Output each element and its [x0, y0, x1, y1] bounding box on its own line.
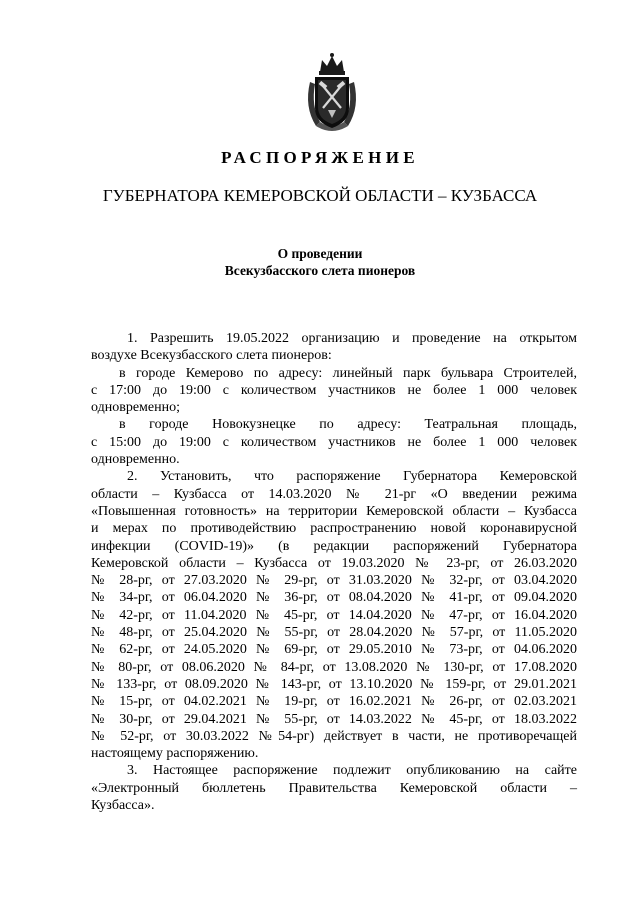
paragraph-3	[91, 762, 577, 814]
text-line: Кузбасса».	[91, 798, 155, 814]
text-line: области – Кузбасса от 14.03.2020 № 21-рг «О введении режима	[91, 486, 577, 502]
text-line: и мерах по противодействию распространению новой коронавирусной	[91, 521, 577, 537]
text-line: № 42-рг, от 11.04.2020 № 45-рг, от 14.04.2020 № 47-рг, от 16.04.2020	[91, 607, 577, 623]
text-line: 1. Разрешить 19.05.2022 организацию и проведение на открытом	[127, 331, 577, 346]
text-line: 2. Установить, что распоряжение Губернатора Кемеровской	[127, 469, 577, 485]
text-line: одновременно;	[91, 400, 180, 416]
text-line: № 52-рг, от 30.03.2022 №54-рг) действует в части, не противоречащей	[91, 728, 577, 744]
text-line: № 62-рг, от 24.05.2020 № 69-рг, от 29.05.2010 № 73-рг, от 04.06.2020	[91, 642, 577, 658]
text-line: в городе Новокузнецке по адресу: Театральная площадь,	[119, 417, 577, 433]
text-line: «Повышенная готовность» на территории Кемеровской области – Кузбасса	[91, 503, 577, 519]
paragraph-2	[91, 468, 577, 762]
text-line: № 80-рг, от 08.06.2020 № 84-рг, от 13.08.2020 № 130-рг, от 17.08.2020	[91, 659, 577, 675]
text-line: № 48-рг, от 25.04.2020 № 55-рг, от 28.04.2020 № 57-рг, от 11.05.2020	[91, 625, 577, 641]
text-line: № 28-рг, от 27.03.2020 № 29-рг, от 31.03.2020 № 32-рг, от 03.04.2020	[91, 573, 577, 589]
text-line: в городе Кемерово по адресу: линейный парк бульвара Строителей,	[119, 365, 577, 381]
text-line: № 34-рг, от 06.04.2020 № 36-рг, от 08.04.2020 № 41-рг, от 09.04.2020	[91, 590, 577, 606]
document-title: РАСПОРЯЖЕНИЕ	[221, 148, 419, 167]
text-line: № 15-рг, от 04.02.2021 № 19-рг, от 16.02.2021 № 26-рг, от 02.03.2021	[91, 694, 577, 710]
document-subject	[0, 245, 640, 279]
text-line: инфекции (COVID-19)» (в редакции распоряжений Губернатора	[91, 538, 577, 554]
text-line: № 30-рг, от 29.04.2021 № 55-рг, от 14.03.2022 № 45-рг, от 18.03.2022	[91, 711, 577, 727]
text-line: с 15:00 до 19:00 с количеством участников не более 1 000 человек	[91, 434, 577, 450]
subject-line: Всекузбасского слета пионеров	[224, 263, 416, 278]
paragraph-1b	[91, 416, 577, 468]
coat-of-arms-emblem	[302, 52, 362, 136]
text-line: одновременно.	[91, 452, 180, 468]
text-line: Кемеровской области – Кузбасса от 19.03.2020 № 23-рг, от 26.03.2020	[91, 555, 577, 571]
paragraph-1a	[91, 365, 577, 417]
document-body	[91, 330, 577, 814]
text-line: воздухе Всекузбасского слета пионеров:	[91, 348, 332, 364]
text-line: с 17:00 до 19:00 с количеством участников не более 1 000 человек	[91, 382, 577, 398]
text-line: «Электронный бюллетень Правительства Кемеровской области –	[91, 780, 577, 796]
document-issuer: ГУБЕРНАТОРА КЕМЕРОВСКОЙ ОБЛАСТИ – КУЗБАССА	[102, 186, 538, 205]
text-line: 3. Настоящее распоряжение подлежит опубликованию на сайте	[127, 763, 577, 779]
subject-line: О проведении	[277, 246, 363, 261]
text-line: настоящему распоряжению.	[91, 746, 259, 762]
text-line: № 133-рг, от 08.09.2020 № 143-рг, от 13.10.2020 № 159-рг, от 29.01.2021	[91, 676, 577, 692]
paragraph-1	[91, 330, 577, 365]
